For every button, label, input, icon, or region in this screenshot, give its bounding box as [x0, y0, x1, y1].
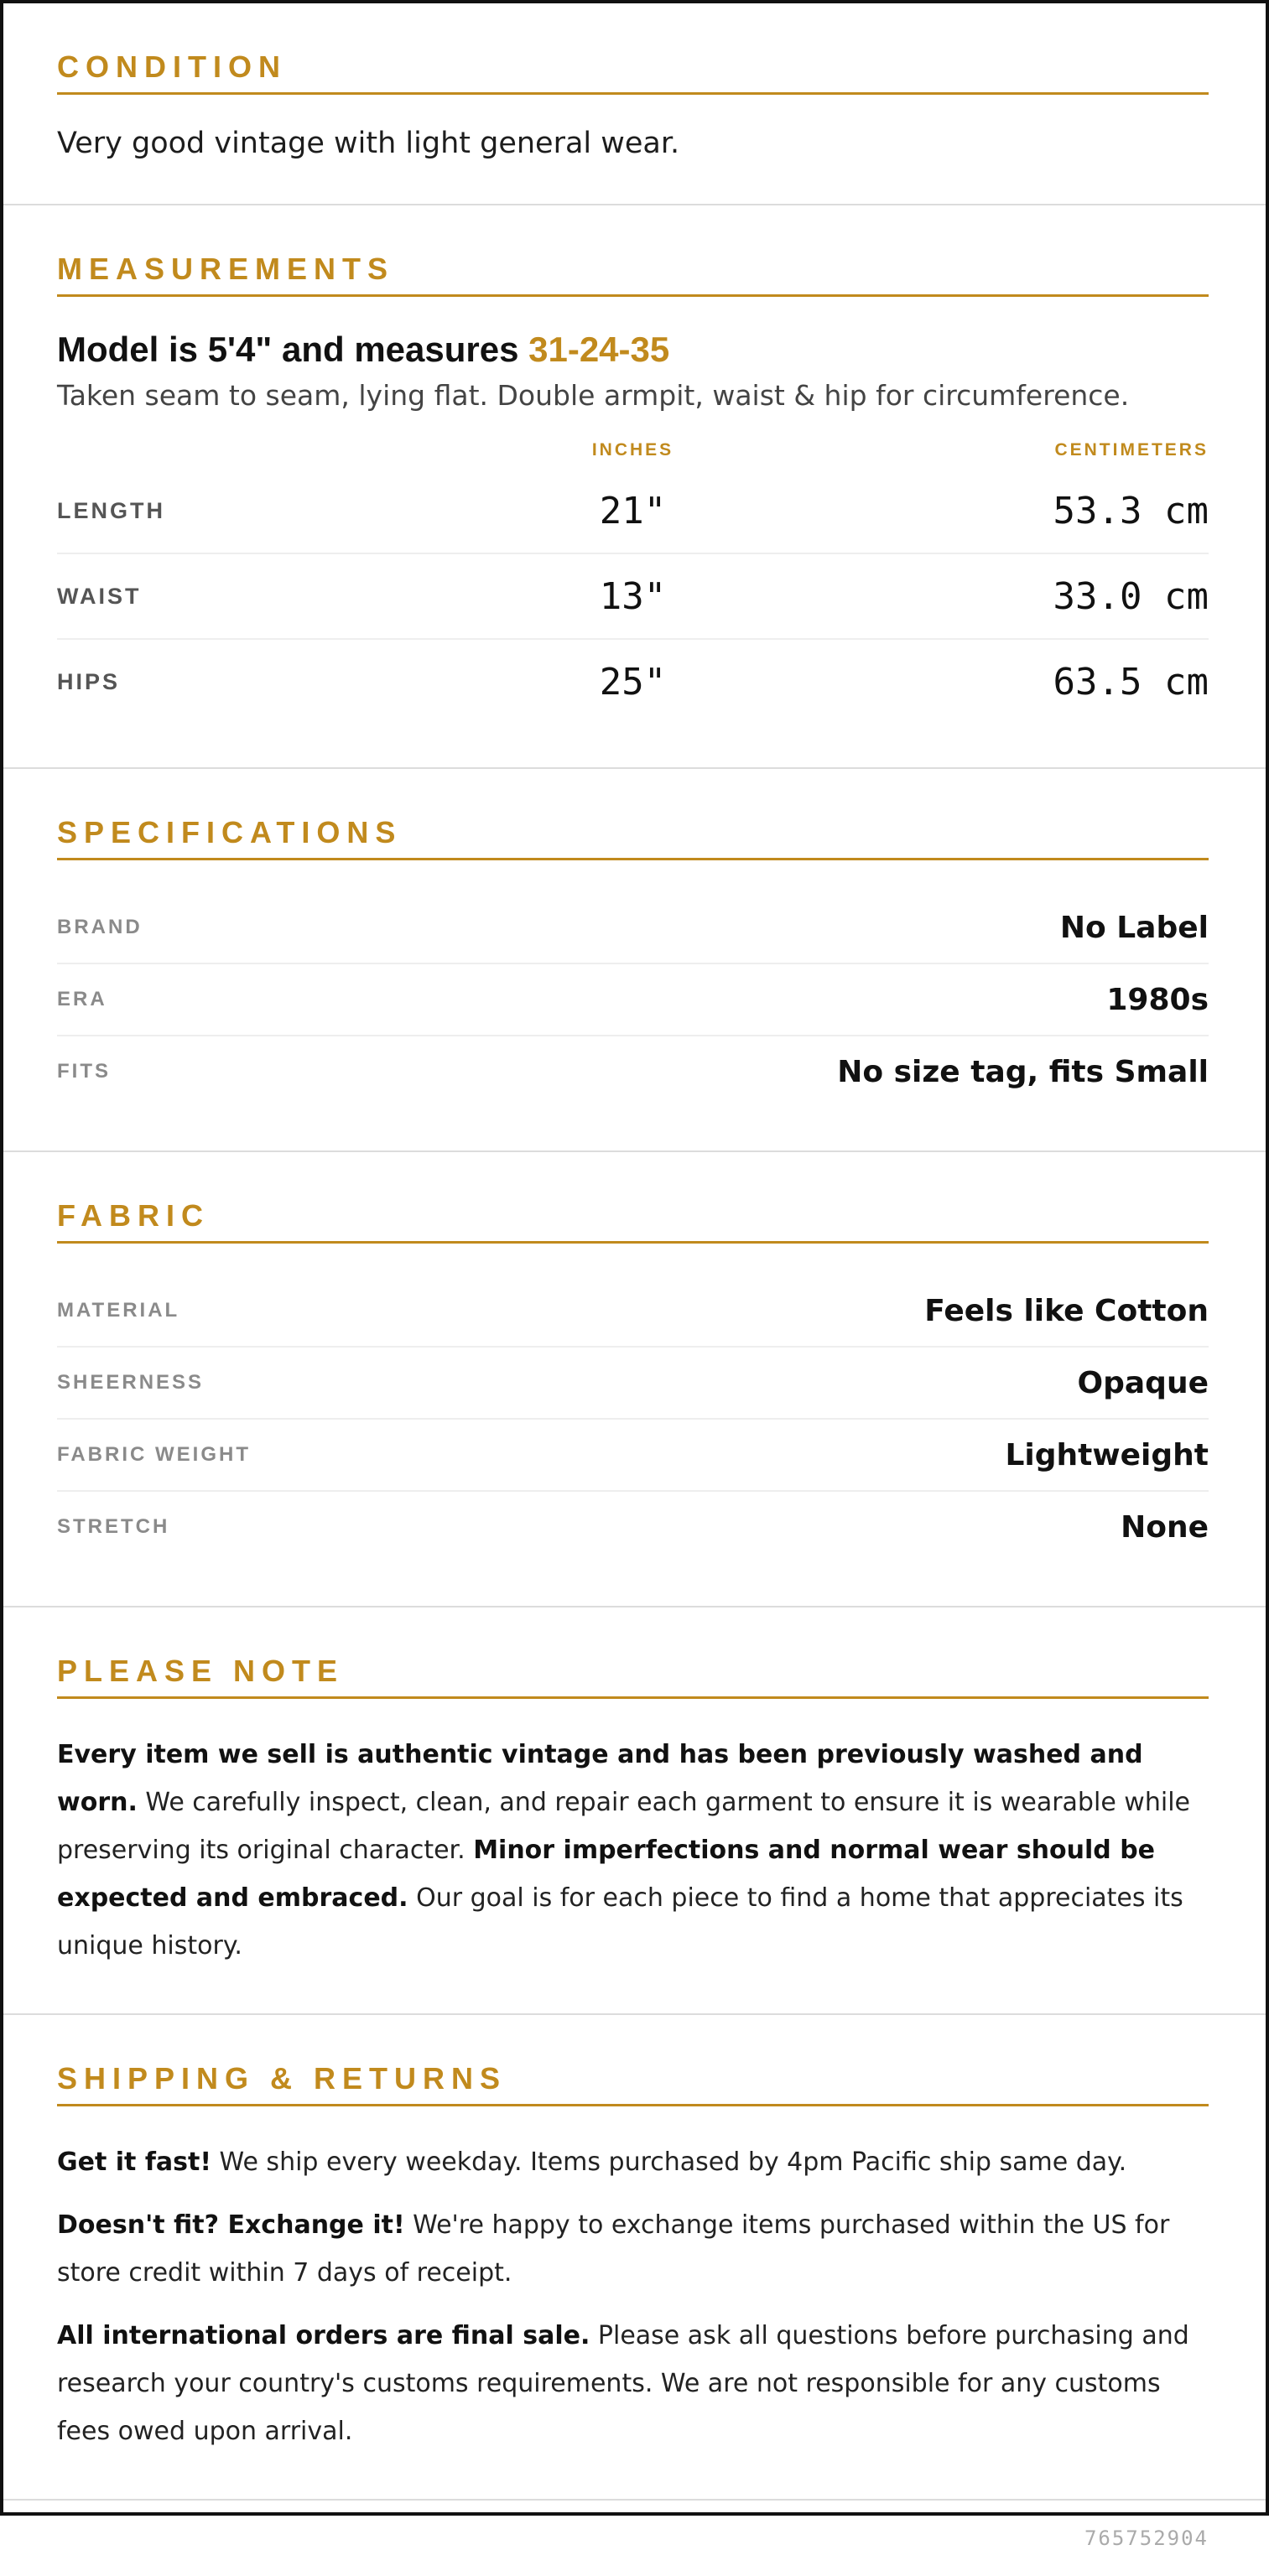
condition-title: CONDITION	[57, 52, 1209, 95]
please-note-text	[57, 1731, 1209, 1970]
shipping-title: SHIPPING & RETURNS	[57, 2064, 1209, 2106]
measurement-row-length	[57, 469, 1209, 554]
measurement-label: WAIST	[57, 583, 142, 609]
fabric-label: FABRIC WEIGHT	[57, 1443, 251, 1467]
measurements-title: MEASUREMENTS	[57, 254, 1209, 297]
model-measures-line	[57, 329, 1209, 371]
measurements-subtitle: Taken seam to seam, lying flat. Double armpit, waist & hip for circumference.	[57, 379, 1130, 413]
fabric-title: FABRIC	[57, 1201, 1209, 1244]
spec-value: 1980s	[1106, 982, 1209, 1017]
spec-row-era	[57, 964, 1209, 1036]
shipping-paragraph-exchange	[57, 2201, 1209, 2297]
fabric-label: SHEERNESS	[57, 1371, 205, 1394]
model-measures-prefix: Model is 5'4" and measures	[57, 330, 529, 369]
measurements-section	[3, 205, 1266, 769]
please-note-section	[3, 1607, 1266, 2015]
spec-label: BRAND	[57, 916, 143, 939]
measurements-table	[57, 469, 1209, 724]
fabric-row-weight	[57, 1420, 1209, 1492]
measurement-cm: 63.5 cm	[1053, 660, 1209, 704]
fabric-row-sheerness	[57, 1348, 1209, 1420]
measurement-row-hips	[57, 640, 1209, 724]
fabric-row-stretch	[57, 1492, 1209, 1562]
please-note-title: PLEASE NOTE	[57, 1656, 1209, 1699]
shipping-paragraph-fast	[57, 2138, 1209, 2186]
fabric-value: None	[1121, 1509, 1209, 1545]
spec-row-brand	[57, 892, 1209, 964]
specifications-title: SPECIFICATIONS	[57, 818, 1209, 860]
fabric-list	[57, 1275, 1209, 1562]
spec-row-fits	[57, 1036, 1209, 1107]
note-bold-1: Every item we sell is authentic vintage and has been previously washed and worn.	[57, 1740, 1143, 1818]
note-text-2: Our goal is for each piece to find a home that appreciates its unique history.	[57, 1883, 1183, 1961]
spec-value: No Label	[1059, 910, 1209, 945]
note-text-1: We carefully inspect, clean, and repair each garment to ensure it is wearable while preserving its original character.	[57, 1788, 1190, 1866]
spec-value: No size tag, fits Small	[837, 1054, 1209, 1089]
measurements-header	[57, 440, 1209, 469]
measurement-inches: 13"	[599, 574, 667, 618]
measurement-row-waist	[57, 554, 1209, 640]
measurement-inches: 21"	[599, 489, 667, 532]
model-measures-value: 31-24-35	[528, 330, 670, 369]
spec-label: FITS	[57, 1060, 111, 1083]
shipping-text: We ship every weekday. Items purchased by 4pm Pacific ship same day.	[211, 2148, 1127, 2178]
centimeters-column-header: CENTIMETERS	[1054, 440, 1209, 460]
fabric-value: Opaque	[1077, 1365, 1209, 1400]
fabric-label: MATERIAL	[57, 1299, 180, 1322]
specifications-section	[3, 769, 1266, 1152]
measurement-inches: 25"	[599, 660, 667, 704]
shipping-text: We're happy to exchange items purchased within the US for store credit within 7 days of receipt.	[57, 2210, 1170, 2288]
condition-text: Very good vintage with light general wear.	[57, 127, 680, 160]
measurement-cm: 53.3 cm	[1053, 489, 1209, 532]
shipping-bold: All international orders are final sale.	[57, 2321, 590, 2351]
shipping-bold: Doesn't fit? Exchange it!	[57, 2210, 405, 2241]
fabric-label: STRETCH	[57, 1515, 170, 1539]
fabric-value: Lightweight	[1005, 1437, 1209, 1472]
inches-column-header: INCHES	[591, 440, 674, 460]
fabric-value: Feels like Cotton	[924, 1293, 1209, 1328]
note-bold-2: Minor imperfections and normal wear should be expected and embraced.	[57, 1836, 1156, 1914]
sku-number: 765752904	[1084, 2527, 1209, 2551]
fabric-section	[3, 1152, 1266, 1607]
measurement-label: LENGTH	[57, 497, 165, 523]
condition-section	[3, 3, 1266, 205]
footer	[3, 2501, 1266, 2576]
specifications-list	[57, 892, 1209, 1107]
spec-label: ERA	[57, 988, 107, 1011]
shipping-section	[3, 2015, 1266, 2501]
shipping-bold: Get it fast!	[57, 2148, 211, 2178]
shipping-text: Please ask all questions before purchasing and research your country's customs requirements. We are not responsible for any customs fees owed upon arrival.	[57, 2321, 1189, 2447]
measurement-label: HIPS	[57, 668, 121, 694]
shipping-paragraph-international	[57, 2312, 1209, 2455]
fabric-row-material	[57, 1275, 1209, 1348]
measurement-cm: 33.0 cm	[1053, 574, 1209, 618]
